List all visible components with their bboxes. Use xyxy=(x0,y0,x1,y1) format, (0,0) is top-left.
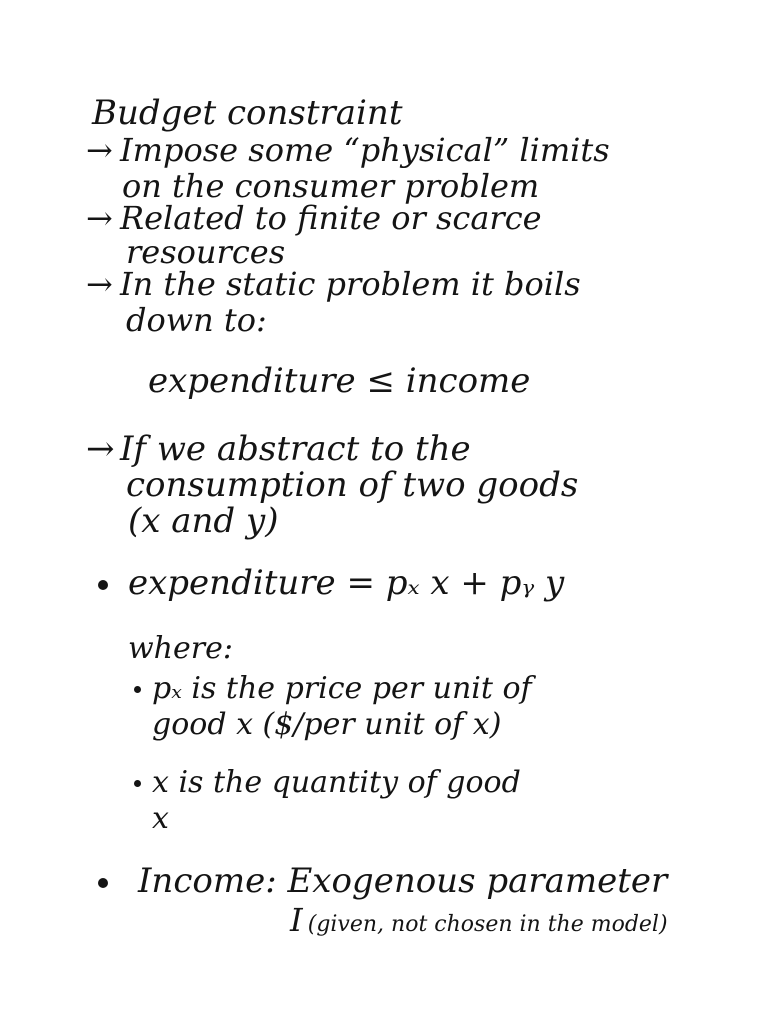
point-3-text-2: down to: xyxy=(126,301,267,339)
point-2-line-1 xyxy=(86,199,542,237)
where-item-a-line-1 xyxy=(152,671,532,706)
title-text: Budget constraint xyxy=(92,93,403,133)
income-line xyxy=(138,861,668,901)
inequality-text: expenditure ≤ income xyxy=(148,361,531,401)
arrow-right-icon: → xyxy=(86,429,115,469)
where-item-b-line-1 xyxy=(152,765,521,800)
where-item-a-text-2: good x ($/per unit of x) xyxy=(152,707,502,742)
arrow-right-icon: → xyxy=(86,199,113,237)
point-2-line-2 xyxy=(126,233,286,271)
abstract-line-3 xyxy=(128,501,279,541)
expenditure-equation xyxy=(128,563,565,603)
where-label xyxy=(128,631,233,666)
where-label-text: where: xyxy=(128,631,233,666)
point-3-line-1 xyxy=(86,265,581,303)
point-1-text-1: Impose some “physical” limits xyxy=(120,131,610,169)
point-1-text-2: on the consumer problem xyxy=(122,167,540,205)
sub-bullet-dot-icon xyxy=(134,780,141,787)
point-3-line-2 xyxy=(126,301,267,339)
income-note-line xyxy=(290,901,668,939)
income-text: Income: Exogenous parameter xyxy=(138,861,668,901)
abstract-line-2 xyxy=(126,465,579,505)
where-item-a-text-1: pₓ is the price per unit of xyxy=(152,671,532,706)
expenditure-equation-text: expenditure = pₓ x + pᵧ y xyxy=(128,563,565,603)
abstract-text-3: (x and y) xyxy=(128,501,279,541)
income-symbol: I xyxy=(290,901,303,939)
point-1-line-2 xyxy=(122,167,540,205)
expenditure-income-inequality xyxy=(148,361,531,401)
where-item-a-line-2 xyxy=(152,707,502,742)
abstract-line-1 xyxy=(86,429,471,469)
page-title xyxy=(92,93,403,133)
point-2-text-2: resources xyxy=(126,233,286,271)
abstract-text-2: consumption of two goods xyxy=(126,465,579,505)
where-item-b-line-2 xyxy=(152,801,169,836)
bullet-dot-icon xyxy=(98,878,108,888)
where-item-b-text-2: x xyxy=(152,801,169,836)
sub-bullet-dot-icon xyxy=(134,686,141,693)
where-item-b-text-1: x is the quantity of good xyxy=(152,765,521,800)
point-1-line-1 xyxy=(86,131,610,169)
point-3-text-1: In the static problem it boils xyxy=(120,265,581,303)
arrow-right-icon: → xyxy=(86,265,113,303)
bullet-dot-icon xyxy=(98,580,108,590)
abstract-text-1: If we abstract to the xyxy=(120,429,471,469)
income-note-text: (given, not chosen in the model) xyxy=(307,912,668,937)
arrow-right-icon: → xyxy=(86,131,113,169)
point-2-text-1: Related to finite or scarce xyxy=(120,199,542,237)
